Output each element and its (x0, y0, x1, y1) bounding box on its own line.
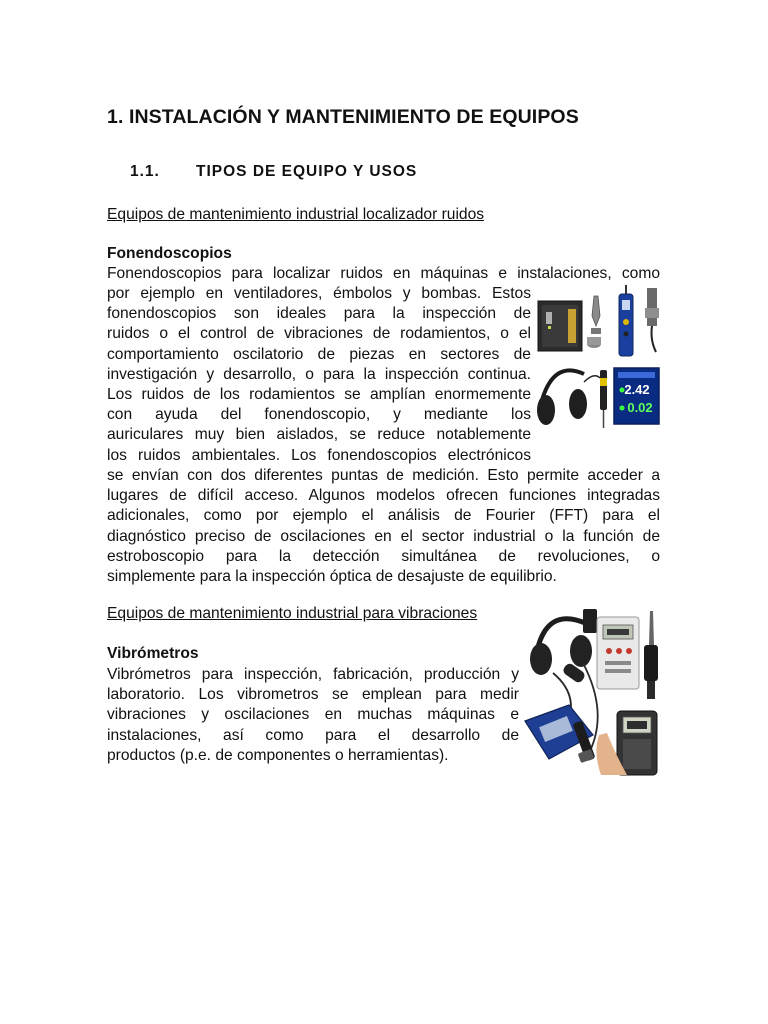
text-line: Vibrómetros para inspección, fabricación, producción y (107, 666, 519, 683)
text-line: ruidos o el control de vibraciones de rodamientos, o el (107, 325, 531, 343)
section2-paragraph (107, 665, 519, 766)
text-line: instalaciones, así como para el desarrollo de (107, 726, 519, 744)
text-line: Los ruidos de los rodamientos se amplían enormemente (107, 386, 531, 404)
section1-paragraph-narrow (107, 284, 531, 466)
subsection-heading (130, 163, 417, 181)
text-line: productos (p.e. de componentes o herramientas). (107, 746, 449, 764)
section2-title: Vibrómetros (107, 645, 199, 662)
text-line: comportamiento oscilatorio de piezas en sectores de (107, 345, 531, 363)
text-line: investigación y desarrollo, o para la inspección continua. (107, 365, 531, 383)
text-line: se envían con dos diferentes puntas de medición. Esto permite acceder a (107, 467, 660, 484)
text-line: los ruidos ambientales. Los fonendoscopios electrónicos (107, 446, 531, 464)
text-line: fonendoscopios son ideales para la inspección de (107, 305, 531, 323)
display-value-2: 0.02 (627, 400, 653, 415)
text-line: Fonendoscopios para localizar ruidos en máquinas e instalaciones, como (107, 265, 660, 282)
section1-paragraph-bottom (107, 466, 660, 587)
text-line: con ayuda del fonendoscopio, y mediante los (107, 406, 531, 424)
text-line: diagnóstico preciso de oscilaciones en el sector industrial o la función de (107, 527, 660, 545)
text-line: lugares de difícil acceso. Algunos modelos ofrecen funciones integradas (107, 487, 660, 505)
section-heading: 1. INSTALACIÓN Y MANTENIMIENTO DE EQUIPOS (107, 106, 579, 128)
text-line: simplemente para la inspección óptica de desajuste de equilibrio. (107, 568, 557, 586)
subsection-number: 1.1. (130, 163, 160, 180)
text-line: vibraciones y oscilaciones en muchas máquinas e (107, 706, 519, 724)
display-value-1: 2.42 (624, 382, 650, 397)
section1-link[interactable]: Equipos de mantenimiento industrial localizador ruidos (107, 206, 485, 223)
text-line: adicionales, como por ejemplo el análisis de Fourier (FFT) para el (107, 507, 660, 525)
vibrometer-equipment-image (523, 603, 661, 779)
text-line: estroboscopio para la detección simultánea de revoluciones, o (107, 547, 660, 565)
text-line: por ejemplo en ventiladores, émbolos y bombas. Estos (107, 285, 531, 302)
text-line: laboratorio. Los vibrometros se emplean para medir (107, 686, 519, 704)
section1-title: Fonendoscopios (107, 245, 232, 262)
subsection-title: TIPOS DE EQUIPO Y USOS (196, 163, 418, 180)
stethoscope-equipment-image (534, 282, 661, 430)
section2-link[interactable]: Equipos de mantenimiento industrial para vibraciones (107, 605, 478, 622)
text-line: auriculares muy bien aislados, se reduce notablemente (107, 426, 531, 444)
